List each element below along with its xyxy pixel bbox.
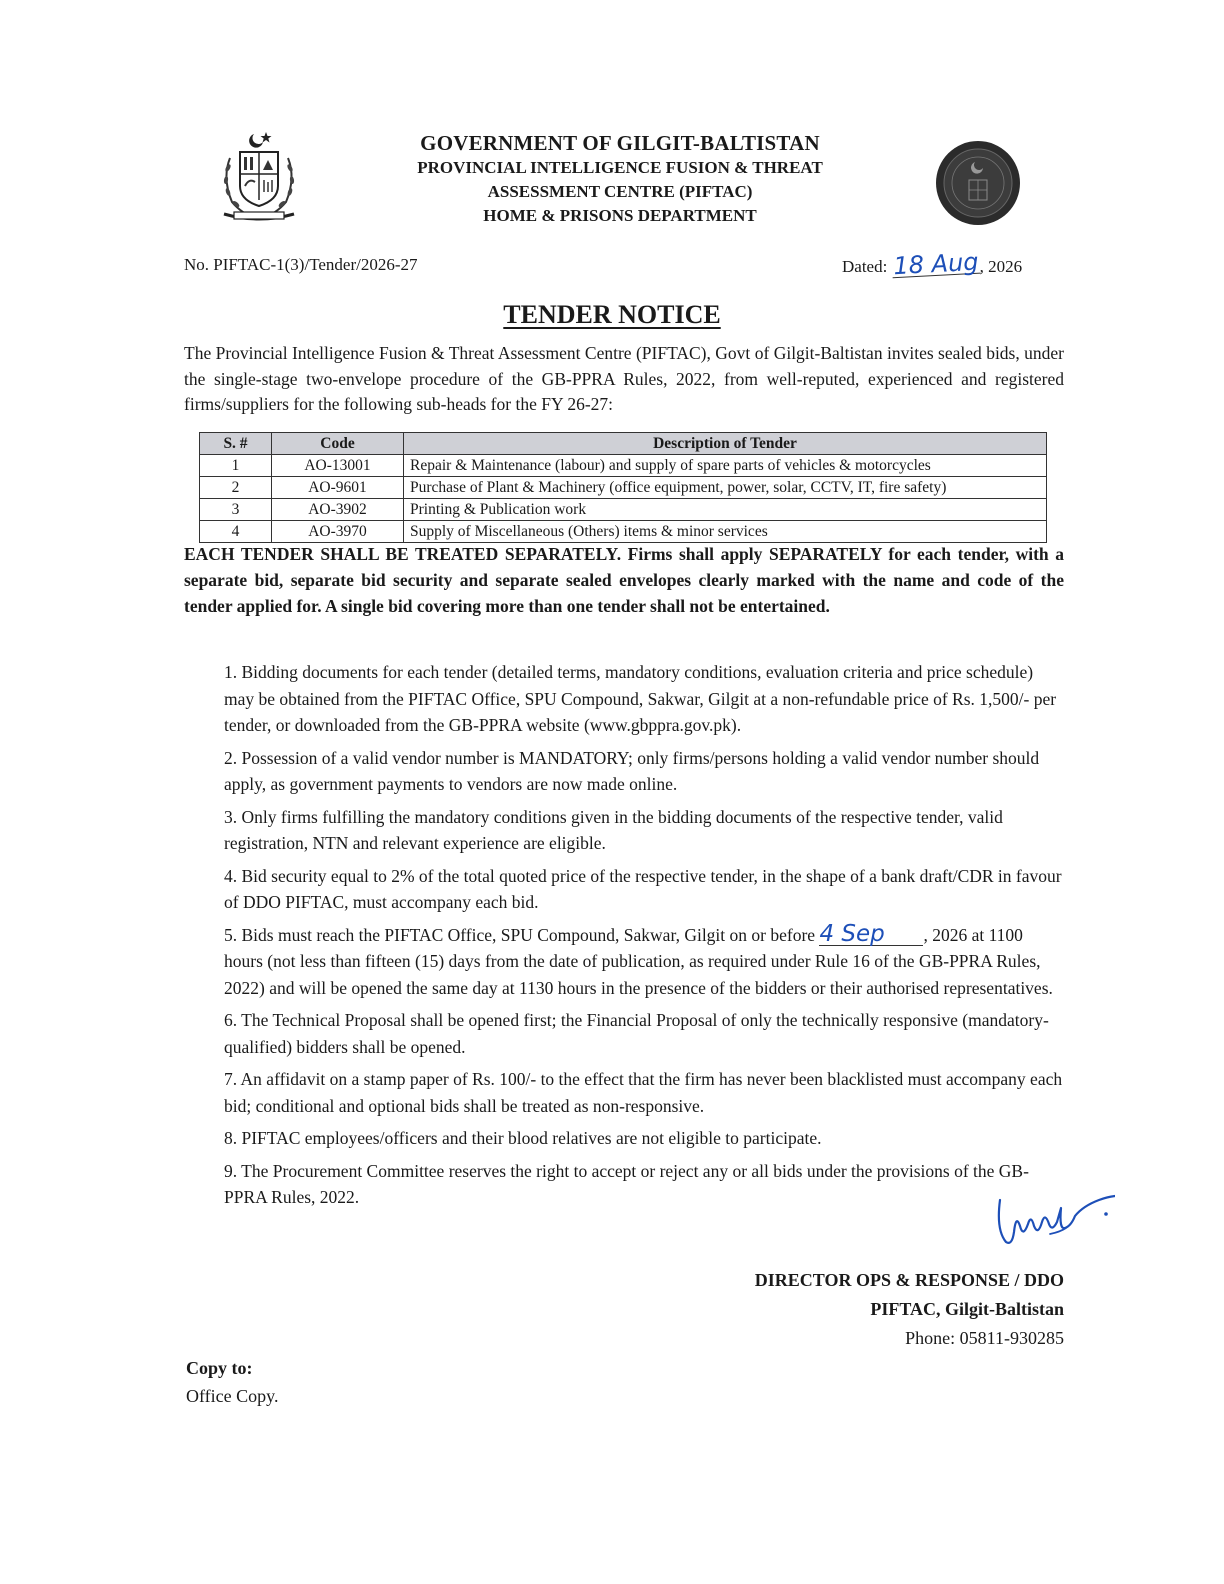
description-cell: Purchase of Plant & Machinery (office equipment, power, solar, CCTV, IT, fire safety) [404, 477, 1047, 499]
handwritten-date: 18 Aug [892, 247, 979, 281]
intro-paragraph: The Provincial Intelligence Fusion & Threat Assessment Centre (PIFTAC), Govt of Gilgit-Baltistan invites sealed bids, under the single-stage two-envelope procedure of the GB-PPRA Rules, 2022, from well-reputed, experienced and registered firms/suppliers for the following sub-heads for the FY 26-27: [184, 343, 1064, 414]
table-header-row [200, 433, 1047, 455]
dated-year: , 2026 [979, 257, 1023, 276]
term-item: 1. Bidding documents for each tender (detailed terms, mandatory conditions, evaluation criteria and price schedule) may be obtained from the PIFTAC Office, SPU Compound, Sakwar, Gilgit at a non-refundable price of Rs. 1,500/- per tender, or downloaded from the GB-PPRA website (www.gbppra.gov.pk). [224, 662, 1057, 735]
term-item: 3. Only firms fulfilling the mandatory conditions given in the bidding documents of the respective tender, valid registration, NTN and relevant experience are eligible. [224, 806, 1003, 853]
term-item: 2. Possession of a valid vendor number is MANDATORY; only firms/persons holding a valid vendor number should apply, as government payments to vendors are now made online. [224, 747, 1040, 794]
organization-line-1: PROVINCIAL INTELLIGENCE FUSION & THREAT [417, 158, 823, 177]
term-item: 4. Bid security equal to 2% of the total quoted price of the respective tender, in the shape of a bank draft/CDR in favour of DDO PIFTAC, must accompany each bid. [224, 865, 1062, 912]
government-title: GOVERNMENT OF GILGIT-BALTISTAN [420, 131, 820, 155]
handwritten-deadline: 4 Sep [819, 923, 923, 946]
serial-cell: 2 [200, 477, 272, 499]
term-item: 8. PIFTAC employees/officers and their blood relatives are not eligible to participate. [224, 1128, 822, 1148]
notice-title: TENDER NOTICE [503, 300, 721, 329]
department-line: HOME & PRISONS DEPARTMENT [483, 206, 757, 225]
column-header-description: Description of Tender [404, 433, 1047, 455]
signatory-phone: Phone: 05811-930285 [905, 1328, 1064, 1348]
round-seal-icon [935, 140, 1021, 226]
code-cell: AO-3970 [272, 521, 404, 543]
copy-to-label: Copy to: [186, 1358, 253, 1378]
column-header-serial: S. # [200, 433, 272, 455]
terms-list [224, 659, 1064, 1217]
copy-to-value: Office Copy. [186, 1386, 279, 1406]
serial-cell: 4 [200, 521, 272, 543]
dated-label: Dated: [842, 257, 888, 276]
organization-line-2: ASSESSMENT CENTRE (PIFTAC) [487, 182, 753, 201]
term-item [224, 922, 1064, 1002]
term-item: 9. The Procurement Committee reserves the right to accept or reject any or all bids under the provisions of the GB-PPRA Rules, 2022. [224, 1160, 1029, 1207]
table-row [200, 477, 1047, 499]
serial-cell: 1 [200, 455, 272, 477]
dated-line [842, 247, 1023, 281]
description-cell: Repair & Maintenance (labour) and supply of spare parts of vehicles & motorcycles [404, 455, 1047, 477]
separate-tender-notice: EACH TENDER SHALL BE TREATED SEPARATELY. Firms shall apply SEPARATELY for each tender, with a separate bid, separate bid security and separate sealed envelopes clearly marked with the name and code of the tender applied for. A single bid covering more than one tender shall not be entertained. [184, 544, 1064, 616]
signoff-block [755, 1266, 1064, 1353]
letterhead [380, 130, 860, 228]
serial-cell: 3 [200, 499, 272, 521]
code-cell: AO-3902 [272, 499, 404, 521]
copy-to-block [186, 1354, 278, 1410]
description-cell: Supply of Miscellaneous (Others) items & minor services [404, 521, 1047, 543]
tender-table [199, 432, 1047, 543]
term-item: 7. An affidavit on a stamp paper of Rs. 100/- to the effect that the firm has never been blacklisted must accompany each bid; conditional and optional bids shall be treated as non-responsive. [224, 1069, 1063, 1116]
column-header-code: Code [272, 433, 404, 455]
term-5-text-start: 5. Bids must reach the PIFTAC Office, SPU Compound, Sakwar, Gilgit on or before [224, 924, 816, 945]
term-item: 6. The Technical Proposal shall be opened first; the Financial Proposal of only the technically responsive (mandatory-qualified) bidders shall be opened. [224, 1010, 1049, 1057]
signatory-designation: DIRECTOR OPS & RESPONSE / DDO [754, 1270, 1064, 1290]
handwritten-signature-icon [990, 1190, 1115, 1250]
code-cell: AO-13001 [272, 455, 404, 477]
reference-number: No. PIFTAC-1(3)/Tender/2026-27 [184, 255, 418, 274]
table-row [200, 455, 1047, 477]
term-5-text-end: , 2026 at 1100 hours (not less than fifteen (15) days from the date of publication, as required under Rule 16 of the GB-PPRA Rules, 2022) and will be opened the same day at 1130 hours in the presence of the bidders or their authorised representatives. [224, 924, 1053, 998]
signatory-organization: PIFTAC, Gilgit-Baltistan [870, 1299, 1064, 1319]
description-cell: Printing & Publication work [404, 499, 1047, 521]
table-row [200, 521, 1047, 543]
table-row [200, 499, 1047, 521]
notice-title-row [0, 300, 1224, 330]
code-cell: AO-9601 [272, 477, 404, 499]
government-emblem-icon [216, 128, 302, 224]
